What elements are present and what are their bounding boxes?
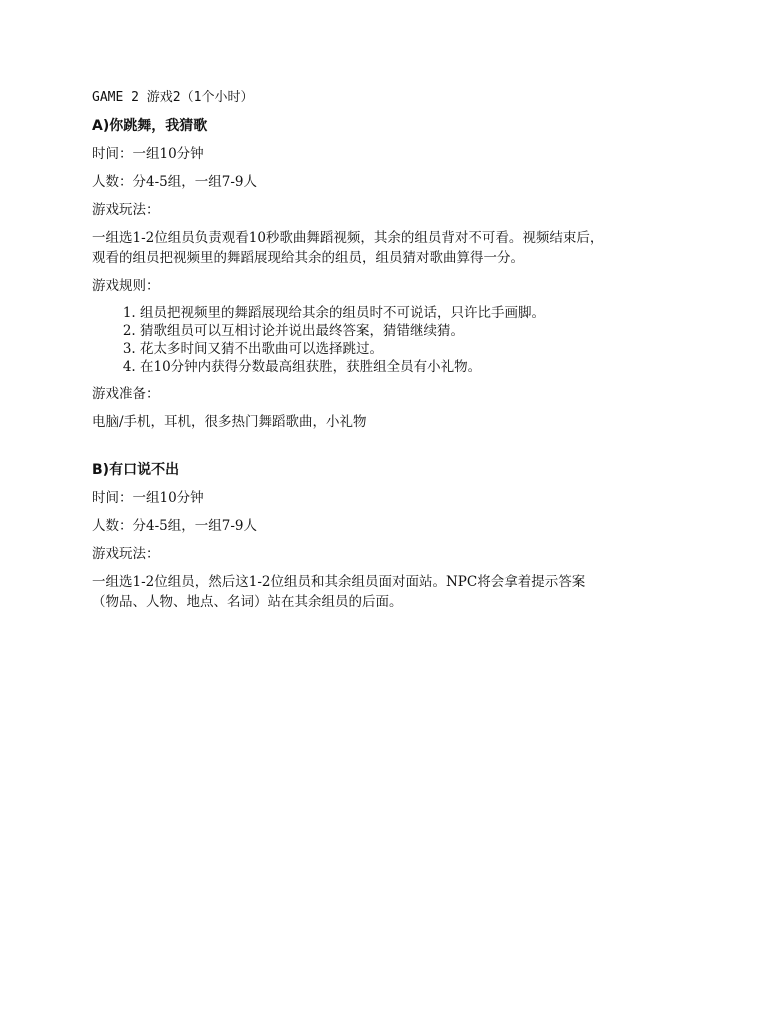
section-a-play-label: 游戏玩法： bbox=[92, 202, 160, 218]
section-b-play-label: 游戏玩法： bbox=[92, 546, 160, 562]
rule-item: 4. 在10分钟内获得分数最高组获胜，获胜组全员有小礼物。 bbox=[140, 358, 692, 376]
document-content bbox=[92, 88, 692, 612]
section-a-rules-list bbox=[92, 304, 692, 376]
section-a-play-text-line-2: 观看的组员把视频里的舞蹈展现给其余的组员，组员猜对歌曲算得一分。 bbox=[92, 250, 524, 266]
section-b-title: B)有口说不出 bbox=[92, 462, 180, 478]
section-b-play-text-line-1: 一组选1-2位组员，然后这1-2位组员和其余组员面对面站。NPC将会拿着提示答案 bbox=[92, 574, 586, 590]
section-a-title: A)你跳舞，我猜歌 bbox=[92, 118, 208, 134]
section-a-time: 时间：一组10分钟 bbox=[92, 146, 204, 162]
rule-item: 1. 组员把视频里的舞蹈展现给其余的组员时不可说话，只许比手画脚。 bbox=[140, 304, 692, 322]
section-a-play-text bbox=[92, 228, 692, 268]
section-spacer bbox=[92, 440, 692, 460]
section-b-play-text bbox=[92, 572, 692, 612]
section-b-play-text-line-2: （物品、人物、地点、名词）站在其余组员的后面。 bbox=[92, 594, 403, 610]
game-header: GAME 2 游戏2（1个小时） bbox=[92, 90, 254, 105]
section-a-prep-text: 电脑/手机，耳机，很多热门舞蹈歌曲，小礼物 bbox=[92, 414, 367, 430]
section-a-people: 人数：分4-5组，一组7-9人 bbox=[92, 174, 257, 190]
section-a-play-text-line-1: 一组选1-2位组员负责观看10秒歌曲舞蹈视频，其余的组员背对不可看。视频结束后， bbox=[92, 230, 604, 246]
rule-item: 2. 猜歌组员可以互相讨论并说出最终答案，猜错继续猜。 bbox=[140, 322, 692, 340]
section-b-people: 人数：分4-5组，一组7-9人 bbox=[92, 518, 257, 534]
section-b-time: 时间：一组10分钟 bbox=[92, 490, 204, 506]
section-a-prep-label: 游戏准备： bbox=[92, 386, 160, 402]
rule-item: 3. 花太多时间又猜不出歌曲可以选择跳过。 bbox=[140, 340, 692, 358]
section-a-rules-label: 游戏规则： bbox=[92, 278, 160, 294]
